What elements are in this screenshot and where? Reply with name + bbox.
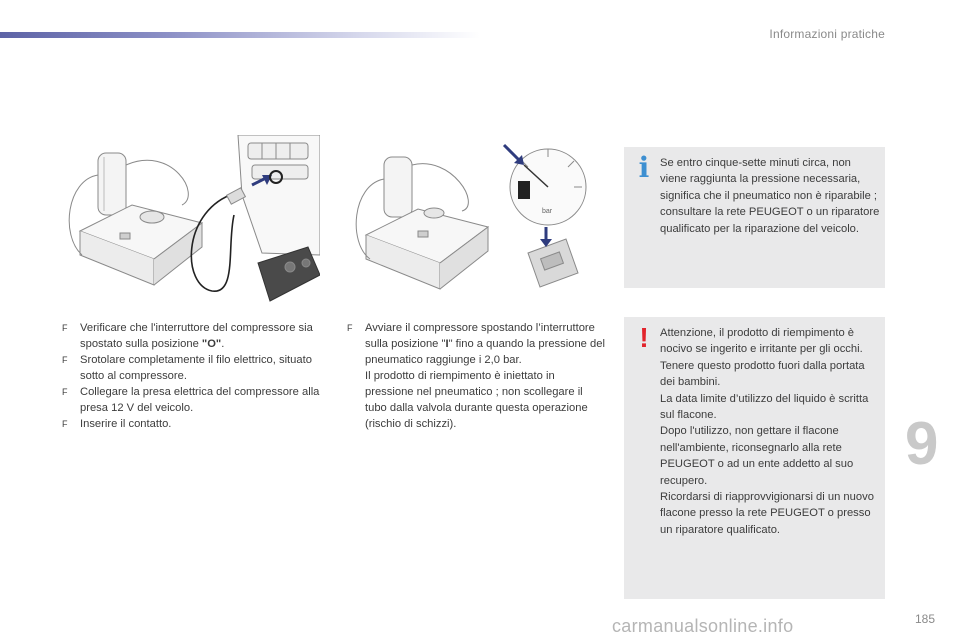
chapter-number: 9 bbox=[905, 410, 939, 477]
bullet-marker: F bbox=[62, 323, 68, 333]
bullet-marker: F bbox=[62, 419, 68, 429]
info-note-text: Se entro cinque-sette minuti circa, non viene raggiunta la pressione necessaria, significa che il pneumatico non è riparabile ; consultare la rete PEUGEOT o un riparatore qualificato per la riparazione del veicolo. bbox=[660, 157, 880, 235]
bullet-marker: F bbox=[347, 323, 353, 333]
step-item: F Avviare il compressore spostando l’interruttore sulla posizione "I" fino a quando la pressione del pneumatico raggiunge i 2,0 bar. bbox=[347, 322, 605, 366]
step-continuation: Il prodotto di riempimento è iniettato in pressione nel pneumatico ; non scollegare il tubo dalla valvola durante questa operazione (rischio di schizzi). bbox=[365, 370, 588, 430]
step-item: F Collegare la presa elettrica del compressore alla presa 12 V del veicolo. bbox=[62, 386, 320, 414]
info-note-box bbox=[624, 147, 885, 288]
gauge-unit-label: bar bbox=[542, 208, 553, 215]
warning-note-box bbox=[624, 317, 885, 599]
illustration-compressor-connection bbox=[62, 135, 320, 305]
header-accent-bar bbox=[0, 32, 480, 38]
info-icon: i bbox=[638, 151, 650, 184]
warning-icon: ! bbox=[639, 322, 649, 353]
step-item: F Verificare che l'interruttore del compressore sia spostato sulla posizione "O". bbox=[62, 322, 313, 350]
step-item: F Srotolare completamente il filo elettrico, situato sotto al compressore. bbox=[62, 354, 312, 382]
watermark-text: carmanualsonline.info bbox=[612, 616, 794, 636]
section-title: Informazioni pratiche bbox=[769, 27, 885, 41]
compressor-gauge-drawing bbox=[352, 135, 590, 305]
steps-middle-column bbox=[347, 320, 605, 432]
bullet-marker: F bbox=[62, 387, 68, 397]
page-number: 185 bbox=[915, 612, 936, 626]
compressor-plug-drawing bbox=[62, 135, 320, 305]
bullet-marker: F bbox=[62, 355, 68, 365]
illustration-compressor-gauge bbox=[352, 135, 590, 305]
step-item: F Inserire il contatto. bbox=[62, 418, 172, 430]
warning-note-text: Attenzione, il prodotto di riempimento è nocivo se ingerito e irritante per gli occhi. Tenere questo prodotto fuori dalla portata dei bambini. La data limite d’utilizzo del liquido è scritta sul flacone. Dopo l'utilizzo, non gettare il flacone nell'ambiente, riconsegnarlo alla rete PEUGEOT o ad un ente addetto al suo recupero. Ricordarsi di riapprovvigionarsi di un nuovo flacone presso la rete PEUGEOT o presso un riparatore qualificato. bbox=[660, 327, 874, 536]
steps-left-column bbox=[62, 320, 324, 432]
